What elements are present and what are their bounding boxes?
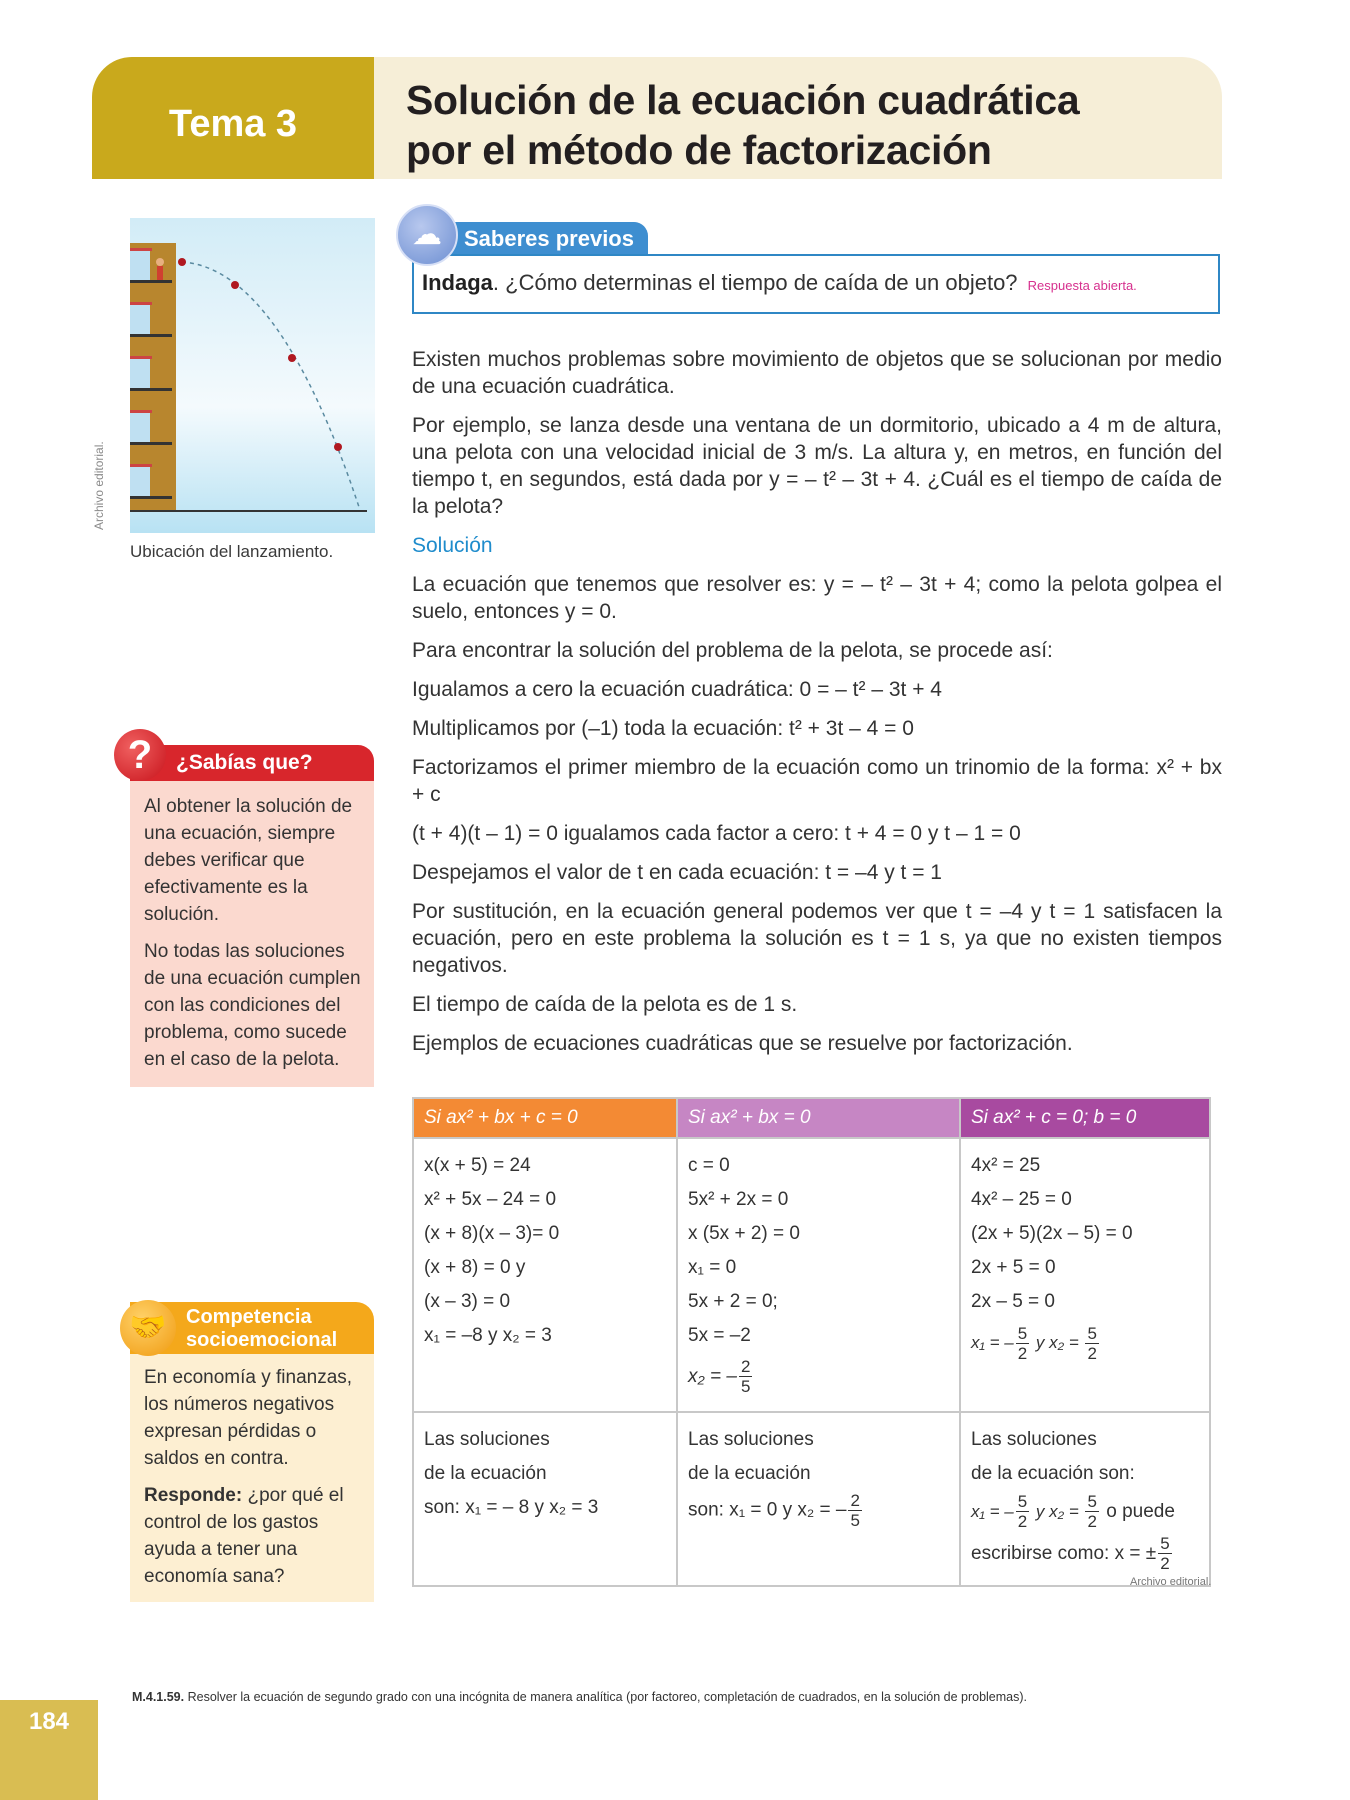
numerator: 2 bbox=[850, 1491, 860, 1510]
tema-badge bbox=[92, 57, 374, 179]
denominator: 2 bbox=[1087, 1344, 1097, 1364]
paragraph: Existen muchos problemas sobre movimiento de objetos que se solucionan por medio de una ecuación cuadrática. bbox=[412, 348, 1222, 398]
page-number: 184 bbox=[28, 1708, 70, 1735]
step: (x + 8) = 0 y bbox=[424, 1257, 526, 1278]
step: x² + 5x – 24 = 0 bbox=[424, 1189, 557, 1210]
fraction bbox=[1016, 1324, 1029, 1363]
person bbox=[156, 258, 164, 266]
paragraph bbox=[144, 1482, 364, 1590]
fraction-lhs: x₂ = – bbox=[688, 1366, 737, 1387]
table-header-row bbox=[413, 1098, 1210, 1138]
result-text: escribirse como: x = ± bbox=[971, 1543, 1157, 1564]
paragraph: Despejamos el valor de t en cada ecuación: t = –4 y t = 1 bbox=[412, 861, 942, 884]
step: x(x + 5) = 24 bbox=[424, 1155, 531, 1176]
step: 2x + 5 = 0 bbox=[971, 1257, 1056, 1278]
result-line: de la ecuación bbox=[688, 1463, 811, 1484]
result-line: Las soluciones bbox=[688, 1429, 814, 1450]
question-mark-icon: ? bbox=[114, 729, 166, 781]
paragraph: Al obtener la solución de una ecuación, siempre debes verificar que efectivamente es la solución. bbox=[144, 796, 353, 925]
result-text: y x₂ = bbox=[1031, 1502, 1084, 1521]
launch-illustration bbox=[130, 218, 375, 533]
column-header: Si ax² + bx + c = 0 bbox=[413, 1098, 677, 1138]
table-cell bbox=[677, 1138, 960, 1412]
paragraph: Para encontrar la solución del problema de la pelota, se procede así: bbox=[412, 639, 1053, 662]
fraction bbox=[1085, 1492, 1098, 1531]
numerator: 5 bbox=[1160, 1534, 1170, 1554]
denominator: 5 bbox=[740, 1377, 751, 1397]
page-header bbox=[92, 57, 1222, 179]
ground-line bbox=[130, 510, 367, 512]
step: (x – 3) = 0 bbox=[424, 1291, 511, 1312]
paragraph: Igualamos a cero la ecuación cuadrática: 0 = – t² – 3t + 4 bbox=[412, 678, 942, 701]
result-line: Las soluciones bbox=[971, 1429, 1097, 1450]
table-row bbox=[413, 1138, 1210, 1412]
fraction bbox=[1016, 1492, 1029, 1531]
step: (2x + 5)(2x – 5) = 0 bbox=[971, 1223, 1133, 1244]
step: 4x² – 25 = 0 bbox=[971, 1189, 1072, 1210]
indaga-label: Indaga bbox=[422, 270, 493, 295]
ball bbox=[178, 258, 186, 266]
competencia-header bbox=[130, 1302, 374, 1354]
skill-text: Resolver la ecuación de segundo grado con una incógnita de manera analítica (por factoreo, completación de cuadrados, en la solución de problemas). bbox=[184, 1690, 1028, 1704]
solucion-heading: Solución bbox=[412, 534, 493, 557]
competencia-title-2: socioemocional bbox=[186, 1329, 338, 1351]
fraction bbox=[1158, 1534, 1171, 1573]
table-credit: Archivo editorial. bbox=[1130, 1576, 1212, 1588]
sabias-que-title: ¿Sabías que? bbox=[176, 751, 313, 774]
result-line bbox=[688, 1491, 949, 1530]
denominator: 2 bbox=[1017, 1344, 1028, 1364]
responde-label: Responde: bbox=[144, 1485, 243, 1506]
title-line-1: Solución de la ecuación cuadrática bbox=[406, 77, 1080, 123]
paragraph: Ejemplos de ecuaciones cuadráticas que se resuelve por factorización. bbox=[412, 1032, 1073, 1055]
image-credit: Archivo editorial. bbox=[92, 441, 106, 530]
saberes-previos-label: Saberes previos bbox=[440, 222, 648, 256]
fraction bbox=[739, 1357, 752, 1396]
result-line bbox=[971, 1491, 1199, 1533]
title-line-2: por el método de factorización bbox=[406, 127, 992, 173]
step: 4x² = 25 bbox=[971, 1155, 1041, 1176]
paragraph: (t + 4)(t – 1) = 0 igualamos cada factor a cero: t + 4 = 0 y t – 1 = 0 bbox=[412, 822, 1021, 845]
page-title bbox=[374, 57, 1222, 179]
sabias-que-body bbox=[130, 781, 374, 1087]
numerator: 5 bbox=[1017, 1492, 1028, 1512]
indaga-question bbox=[412, 254, 1220, 314]
competencia-body bbox=[130, 1354, 374, 1602]
column-header: Si ax² + c = 0; b = 0 bbox=[960, 1098, 1210, 1138]
fraction-mid: y x₂ = bbox=[1031, 1333, 1084, 1352]
fraction-lhs: x₁ = – bbox=[971, 1333, 1014, 1352]
image-caption: Ubicación del lanzamiento. bbox=[130, 542, 334, 561]
answer-note: Respuesta abierta. bbox=[1027, 278, 1137, 293]
competencia-title-1: Competencia bbox=[186, 1306, 312, 1328]
numerator: 5 bbox=[1017, 1324, 1028, 1344]
sabias-que-header bbox=[127, 733, 374, 781]
result-line: de la ecuación bbox=[424, 1463, 547, 1484]
step: 5x² + 2x = 0 bbox=[688, 1189, 789, 1210]
denominator: 2 bbox=[1160, 1554, 1170, 1574]
competencia-box bbox=[130, 1302, 374, 1602]
result-line: de la ecuación son: bbox=[971, 1463, 1135, 1484]
paragraph: El tiempo de caída de la pelota es de 1 s. bbox=[412, 993, 798, 1016]
paragraph: Por sustitución, en la ecuación general podemos ver que t = –4 y t = 1 satisfacen la ecuación, pero en este problema la solución es t = 1 s, ya que no existen tiempos negativos. bbox=[412, 900, 1222, 977]
paragraph: No todas las soluciones de una ecuación cumplen con las condiciones del problema, como sucede en el caso de la pelota. bbox=[144, 941, 361, 1070]
step: x₁ = 0 bbox=[688, 1257, 737, 1278]
result-line bbox=[971, 1533, 1199, 1575]
result-line: son: x₁ = – 8 y x₂ = 3 bbox=[424, 1497, 599, 1518]
step: x (5x + 2) = 0 bbox=[688, 1223, 800, 1244]
fraction bbox=[848, 1491, 861, 1530]
numerator: 5 bbox=[1087, 1324, 1097, 1344]
paragraph: La ecuación que tenemos que resolver es: y = – t² – 3t + 4; como la pelota golpea el suelo, entonces y = 0. bbox=[412, 573, 1222, 623]
paragraph: Multiplicamos por (–1) toda la ecuación: t² + 3t – 4 = 0 bbox=[412, 717, 914, 740]
table-cell bbox=[677, 1412, 960, 1586]
denominator: 2 bbox=[1017, 1512, 1028, 1532]
sabias-que-box bbox=[127, 733, 374, 1087]
numerator: 2 bbox=[740, 1357, 751, 1377]
result-text: x₁ = – bbox=[971, 1502, 1014, 1521]
brain-head-icon: ☁ bbox=[396, 204, 458, 266]
result-text: son: x₁ = 0 y x₂ = – bbox=[688, 1499, 847, 1521]
responde-text: ¿por qué el control de los gastos ayuda a tener una economía sana? bbox=[144, 1485, 344, 1587]
step: 2x – 5 = 0 bbox=[971, 1291, 1055, 1312]
step-fraction bbox=[688, 1353, 949, 1401]
main-content bbox=[412, 346, 1222, 1069]
paragraph: En economía y finanzas, los números negativos expresan pérdidas o saldos en contra. bbox=[144, 1367, 353, 1469]
paragraph: Por ejemplo, se lanza desde una ventana de un dormitorio, ubicado a 4 m de altura, una pelota con una velocidad inicial de 3 m/s. La altura y, en metros, en función del tiempo t, en segundos, está dada por y = – t² – 3t + 4. ¿Cuál es el tiempo de caída de la pelota? bbox=[412, 414, 1222, 518]
step: 5x + 2 = 0; bbox=[688, 1291, 778, 1312]
table-cell bbox=[413, 1412, 677, 1586]
result-line: Las soluciones bbox=[424, 1429, 550, 1450]
table-cell bbox=[413, 1138, 677, 1412]
step-fraction bbox=[971, 1319, 1199, 1367]
curriculum-footnote bbox=[132, 1690, 1027, 1704]
table-row bbox=[413, 1412, 1210, 1586]
denominator: 5 bbox=[850, 1511, 860, 1530]
examples-table bbox=[412, 1097, 1211, 1587]
step: 5x = –2 bbox=[688, 1325, 751, 1346]
table-cell bbox=[960, 1412, 1210, 1586]
tema-label: Tema 3 bbox=[168, 102, 298, 145]
handshake-icon: 🤝 bbox=[120, 1300, 176, 1356]
step: c = 0 bbox=[688, 1155, 730, 1176]
result-text: o puede bbox=[1100, 1501, 1175, 1522]
skill-code: M.4.1.59. bbox=[132, 1690, 185, 1704]
column-header: Si ax² + bx = 0 bbox=[677, 1098, 960, 1138]
fraction bbox=[1085, 1324, 1098, 1363]
indaga-text: . ¿Cómo determinas el tiempo de caída de un objeto? bbox=[492, 270, 1018, 295]
numerator: 5 bbox=[1087, 1492, 1097, 1512]
paragraph: Factorizamos el primer miembro de la ecuación como un trinomio de la forma: x² + bx + c bbox=[412, 756, 1222, 806]
step: x₁ = –8 y x₂ = 3 bbox=[424, 1325, 552, 1346]
table-cell bbox=[960, 1138, 1210, 1412]
denominator: 2 bbox=[1087, 1512, 1097, 1532]
step: (x + 8)(x – 3)= 0 bbox=[424, 1223, 560, 1244]
